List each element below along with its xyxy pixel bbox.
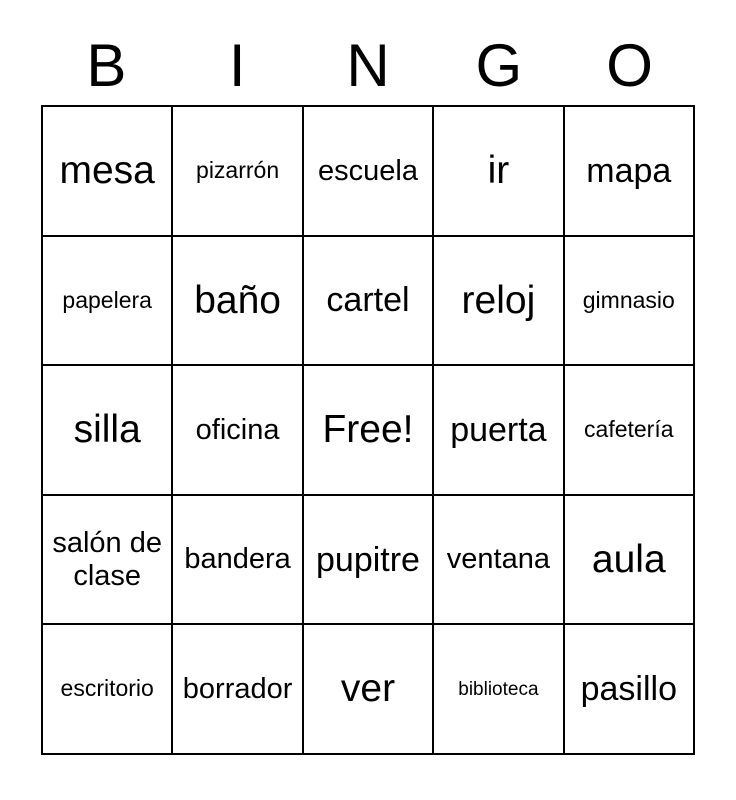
bingo-cell-free[interactable] bbox=[304, 366, 434, 496]
bingo-cell[interactable] bbox=[434, 107, 564, 237]
bingo-cell-label: ver bbox=[340, 667, 396, 711]
header-letter-o: O bbox=[606, 32, 653, 99]
bingo-cell-label: cartel bbox=[326, 281, 410, 320]
bingo-cell[interactable] bbox=[565, 496, 695, 626]
bingo-cell-label: Free! bbox=[322, 408, 414, 452]
bingo-cell-label: aula bbox=[591, 537, 666, 581]
bingo-cell-label: silla bbox=[73, 408, 141, 452]
bingo-cell[interactable] bbox=[173, 237, 303, 367]
bingo-cell-label: pasillo bbox=[580, 670, 677, 709]
bingo-cell-label: ir bbox=[487, 148, 510, 192]
bingo-cell-label: pupitre bbox=[316, 540, 420, 579]
bingo-cell[interactable] bbox=[565, 237, 695, 367]
bingo-cell-label: pizarrón bbox=[196, 156, 280, 183]
header-letter-b: B bbox=[86, 32, 127, 99]
bingo-cell[interactable] bbox=[173, 366, 303, 496]
bingo-cell-label: borrador bbox=[182, 672, 293, 705]
bingo-cell[interactable] bbox=[304, 496, 434, 626]
bingo-header bbox=[41, 30, 695, 102]
bingo-cell-label: bandera bbox=[184, 543, 291, 576]
header-letter-g: G bbox=[475, 32, 523, 99]
bingo-cell-label: escritorio bbox=[60, 675, 154, 702]
header-letter-i: I bbox=[228, 32, 246, 99]
bingo-cell[interactable] bbox=[43, 496, 173, 626]
bingo-cell[interactable] bbox=[43, 237, 173, 367]
bingo-cell-label: papelera bbox=[62, 286, 152, 313]
bingo-cell-label: ventana bbox=[446, 543, 550, 576]
bingo-cell[interactable] bbox=[565, 366, 695, 496]
bingo-cell-label: reloj bbox=[461, 278, 536, 322]
bingo-cell-label: salón de clase bbox=[52, 527, 163, 592]
bingo-cell-label: escuela bbox=[318, 154, 418, 187]
bingo-cell[interactable] bbox=[43, 366, 173, 496]
bingo-cell[interactable] bbox=[43, 107, 173, 237]
bingo-cell[interactable] bbox=[304, 107, 434, 237]
bingo-cell[interactable] bbox=[173, 107, 303, 237]
bingo-cell[interactable] bbox=[304, 237, 434, 367]
bingo-cell-label: mesa bbox=[59, 148, 155, 192]
bingo-cell[interactable] bbox=[173, 496, 303, 626]
bingo-cell[interactable] bbox=[43, 625, 173, 755]
bingo-cell[interactable] bbox=[434, 237, 564, 367]
bingo-cell-label: puerta bbox=[450, 410, 547, 449]
bingo-cell[interactable] bbox=[565, 625, 695, 755]
bingo-cell-label: baño bbox=[194, 278, 281, 322]
bingo-cell[interactable] bbox=[304, 625, 434, 755]
bingo-grid bbox=[41, 105, 695, 755]
header-letter-n: N bbox=[346, 32, 390, 99]
bingo-cell-label: gimnasio bbox=[582, 286, 675, 313]
bingo-cell-label: cafetería bbox=[584, 416, 674, 443]
bingo-cell-label: oficina bbox=[195, 413, 280, 446]
bingo-cell[interactable] bbox=[434, 496, 564, 626]
bingo-cell-label: biblioteca bbox=[458, 678, 539, 700]
bingo-cell[interactable] bbox=[434, 625, 564, 755]
bingo-cell[interactable] bbox=[434, 366, 564, 496]
bingo-cell-label: mapa bbox=[586, 151, 672, 190]
bingo-cell[interactable] bbox=[565, 107, 695, 237]
bingo-cell[interactable] bbox=[173, 625, 303, 755]
